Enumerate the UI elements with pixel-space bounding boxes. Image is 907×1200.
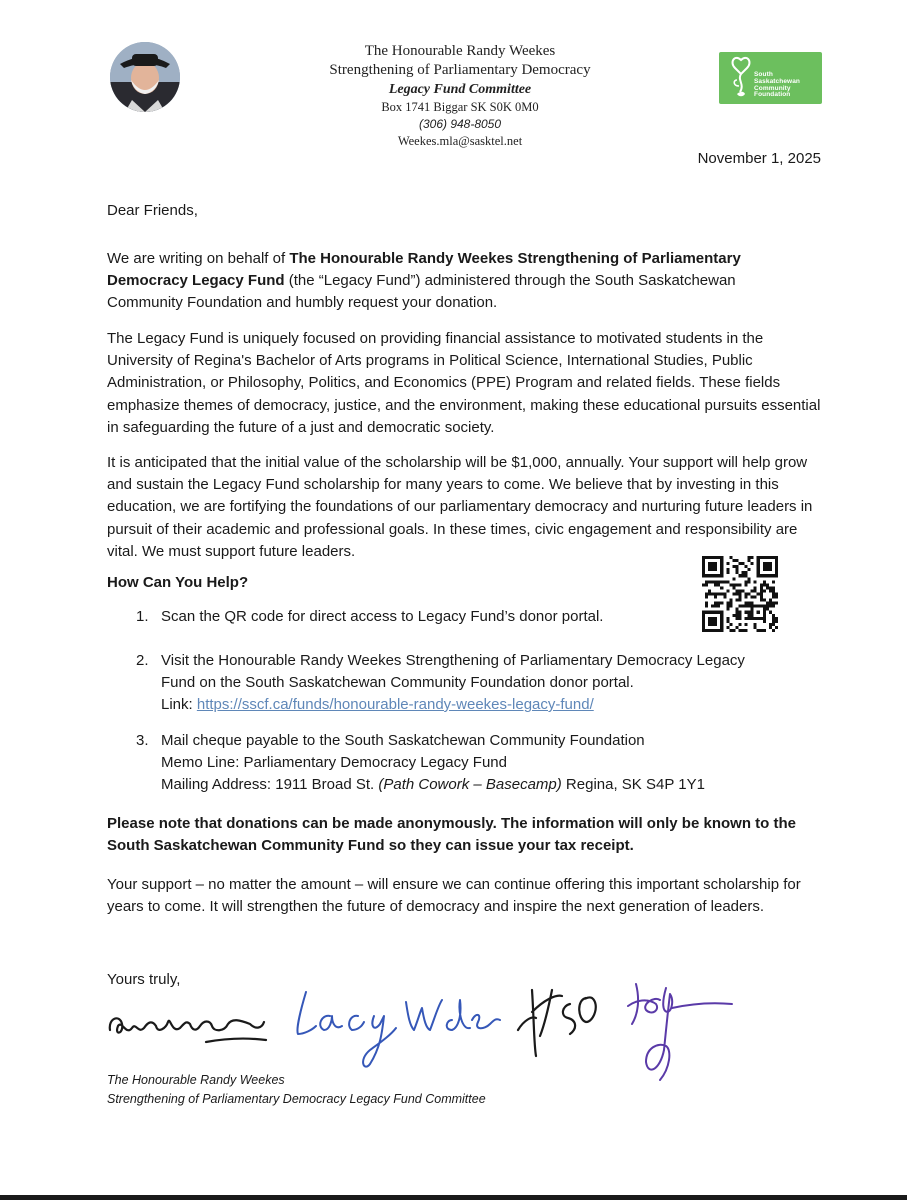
paragraph-intro	[107, 248, 807, 315]
help-heading: How Can You Help?	[107, 574, 249, 591]
list-item-text: Memo Line: Parliamentary Democracy Legacy Fund	[161, 754, 507, 771]
sscf-logo	[719, 52, 822, 104]
address-prefix: Mailing Address: 1911 Broad St.	[161, 776, 379, 793]
address-italic: (Path Cowork – Basecamp)	[378, 776, 562, 793]
salutation: Dear Friends,	[107, 202, 198, 219]
signature-weekes	[110, 1018, 266, 1042]
closing-paragraph: Your support – no matter the amount – will ensure we can continue offering this important scholarship for years to come. It will strengthen the future of democracy and inspire the next generation of leaders.	[107, 876, 801, 915]
list-item-number: 3.	[136, 732, 149, 749]
address-suffix: Regina, SK S4P 1Y1	[561, 776, 705, 793]
sign-off: Yours truly,	[107, 971, 181, 988]
paragraph-purpose: The Legacy Fund is uniquely focused on providing financial assistance to motivated students in the University of Regina's Bachelor of Arts programs in Political Science, International Studies, Public Administration, or Philosophy, Politics, and Economics (PPE) Program and related fields. These fields emphasize themes of democracy, justice, and the environment, making these educational pursuits essential in safeguarding the future of a just and democratic society.	[107, 330, 821, 436]
list-item-text: Scan the QR code for direct access to Legacy Fund’s donor portal.	[161, 608, 604, 625]
signature-block	[107, 1071, 486, 1109]
list-item-number: 1.	[136, 608, 149, 625]
donor-portal-link[interactable]: https://sscf.ca/funds/honourable-randy-weekes-legacy-fund/	[196, 696, 594, 713]
signature-title: Strengthening of Parliamentary Democracy Legacy Fund Committee	[107, 1092, 486, 1106]
signature-initials	[518, 990, 596, 1056]
heart-leaf-icon	[731, 56, 751, 100]
list-item-number: 2.	[136, 652, 149, 669]
logo-line-2: Saskatchewan	[754, 77, 801, 85]
paragraph-scholarship: It is anticipated that the initial value of the scholarship will be $1,000, annually. Your support will help grow and sustain the Legacy Fund scholarship for many years to come. We believe that by investing in this education, we are fortifying the foundations of our parliamentary democracy and nurturing future leaders in pursuit of their academic and professional goals. In these times, civic engagement and responsibility are vital. We must support future leaders.	[107, 454, 813, 560]
logo-line-1: South	[754, 71, 773, 78]
letterhead-phone: (306) 948-8050	[418, 117, 502, 131]
signature-name: The Honourable Randy Weekes	[107, 1073, 285, 1087]
signature-lacey-weekes	[297, 992, 500, 1067]
list-item-text: Mail cheque payable to the South Saskatchewan Community Foundation	[161, 732, 645, 749]
logo-line-4: Foundation	[754, 91, 791, 99]
link-label: Link:	[161, 696, 197, 713]
letter-date: November 1, 2025	[697, 150, 821, 167]
letterhead-email: Weekes.mla@sasktel.net	[397, 134, 523, 148]
letterhead-committee: Legacy Fund Committee	[388, 82, 532, 97]
letterhead	[260, 42, 660, 150]
intro-prefix: We are writing on behalf of	[107, 250, 290, 267]
logo-line-3: Community	[754, 84, 791, 92]
list-item-text: Fund on the South Saskatchewan Community Foundation donor portal.	[161, 674, 634, 691]
intro-suffix: (the “Legacy Fund”) administered through the South Saskatchewan Community Foundation and humbly request your donation.	[107, 272, 736, 312]
fund-name-bold: The Honourable Randy Weekes Strengthening of Parliamentary Democracy Legacy Fund	[107, 250, 741, 290]
letterhead-address: Box 1741 Biggar SK S0K 0M0	[381, 100, 539, 114]
anonymous-note: Please note that donations can be made anonymously. The information will only be known to the South Saskatchewan Community Fund so they can issue your tax receipt.	[107, 815, 796, 854]
list-item-text: Visit the Honourable Randy Weekes Strengthening of Parliamentary Democracy Legacy	[161, 652, 745, 669]
avatar-photo	[110, 42, 180, 112]
letter-body	[107, 200, 823, 591]
letterhead-subtitle: Strengthening of Parliamentary Democracy	[329, 62, 591, 78]
letterhead-name: The Honourable Randy Weekes	[364, 43, 556, 59]
signature-purple	[628, 984, 732, 1080]
bottom-edge	[0, 1195, 907, 1200]
